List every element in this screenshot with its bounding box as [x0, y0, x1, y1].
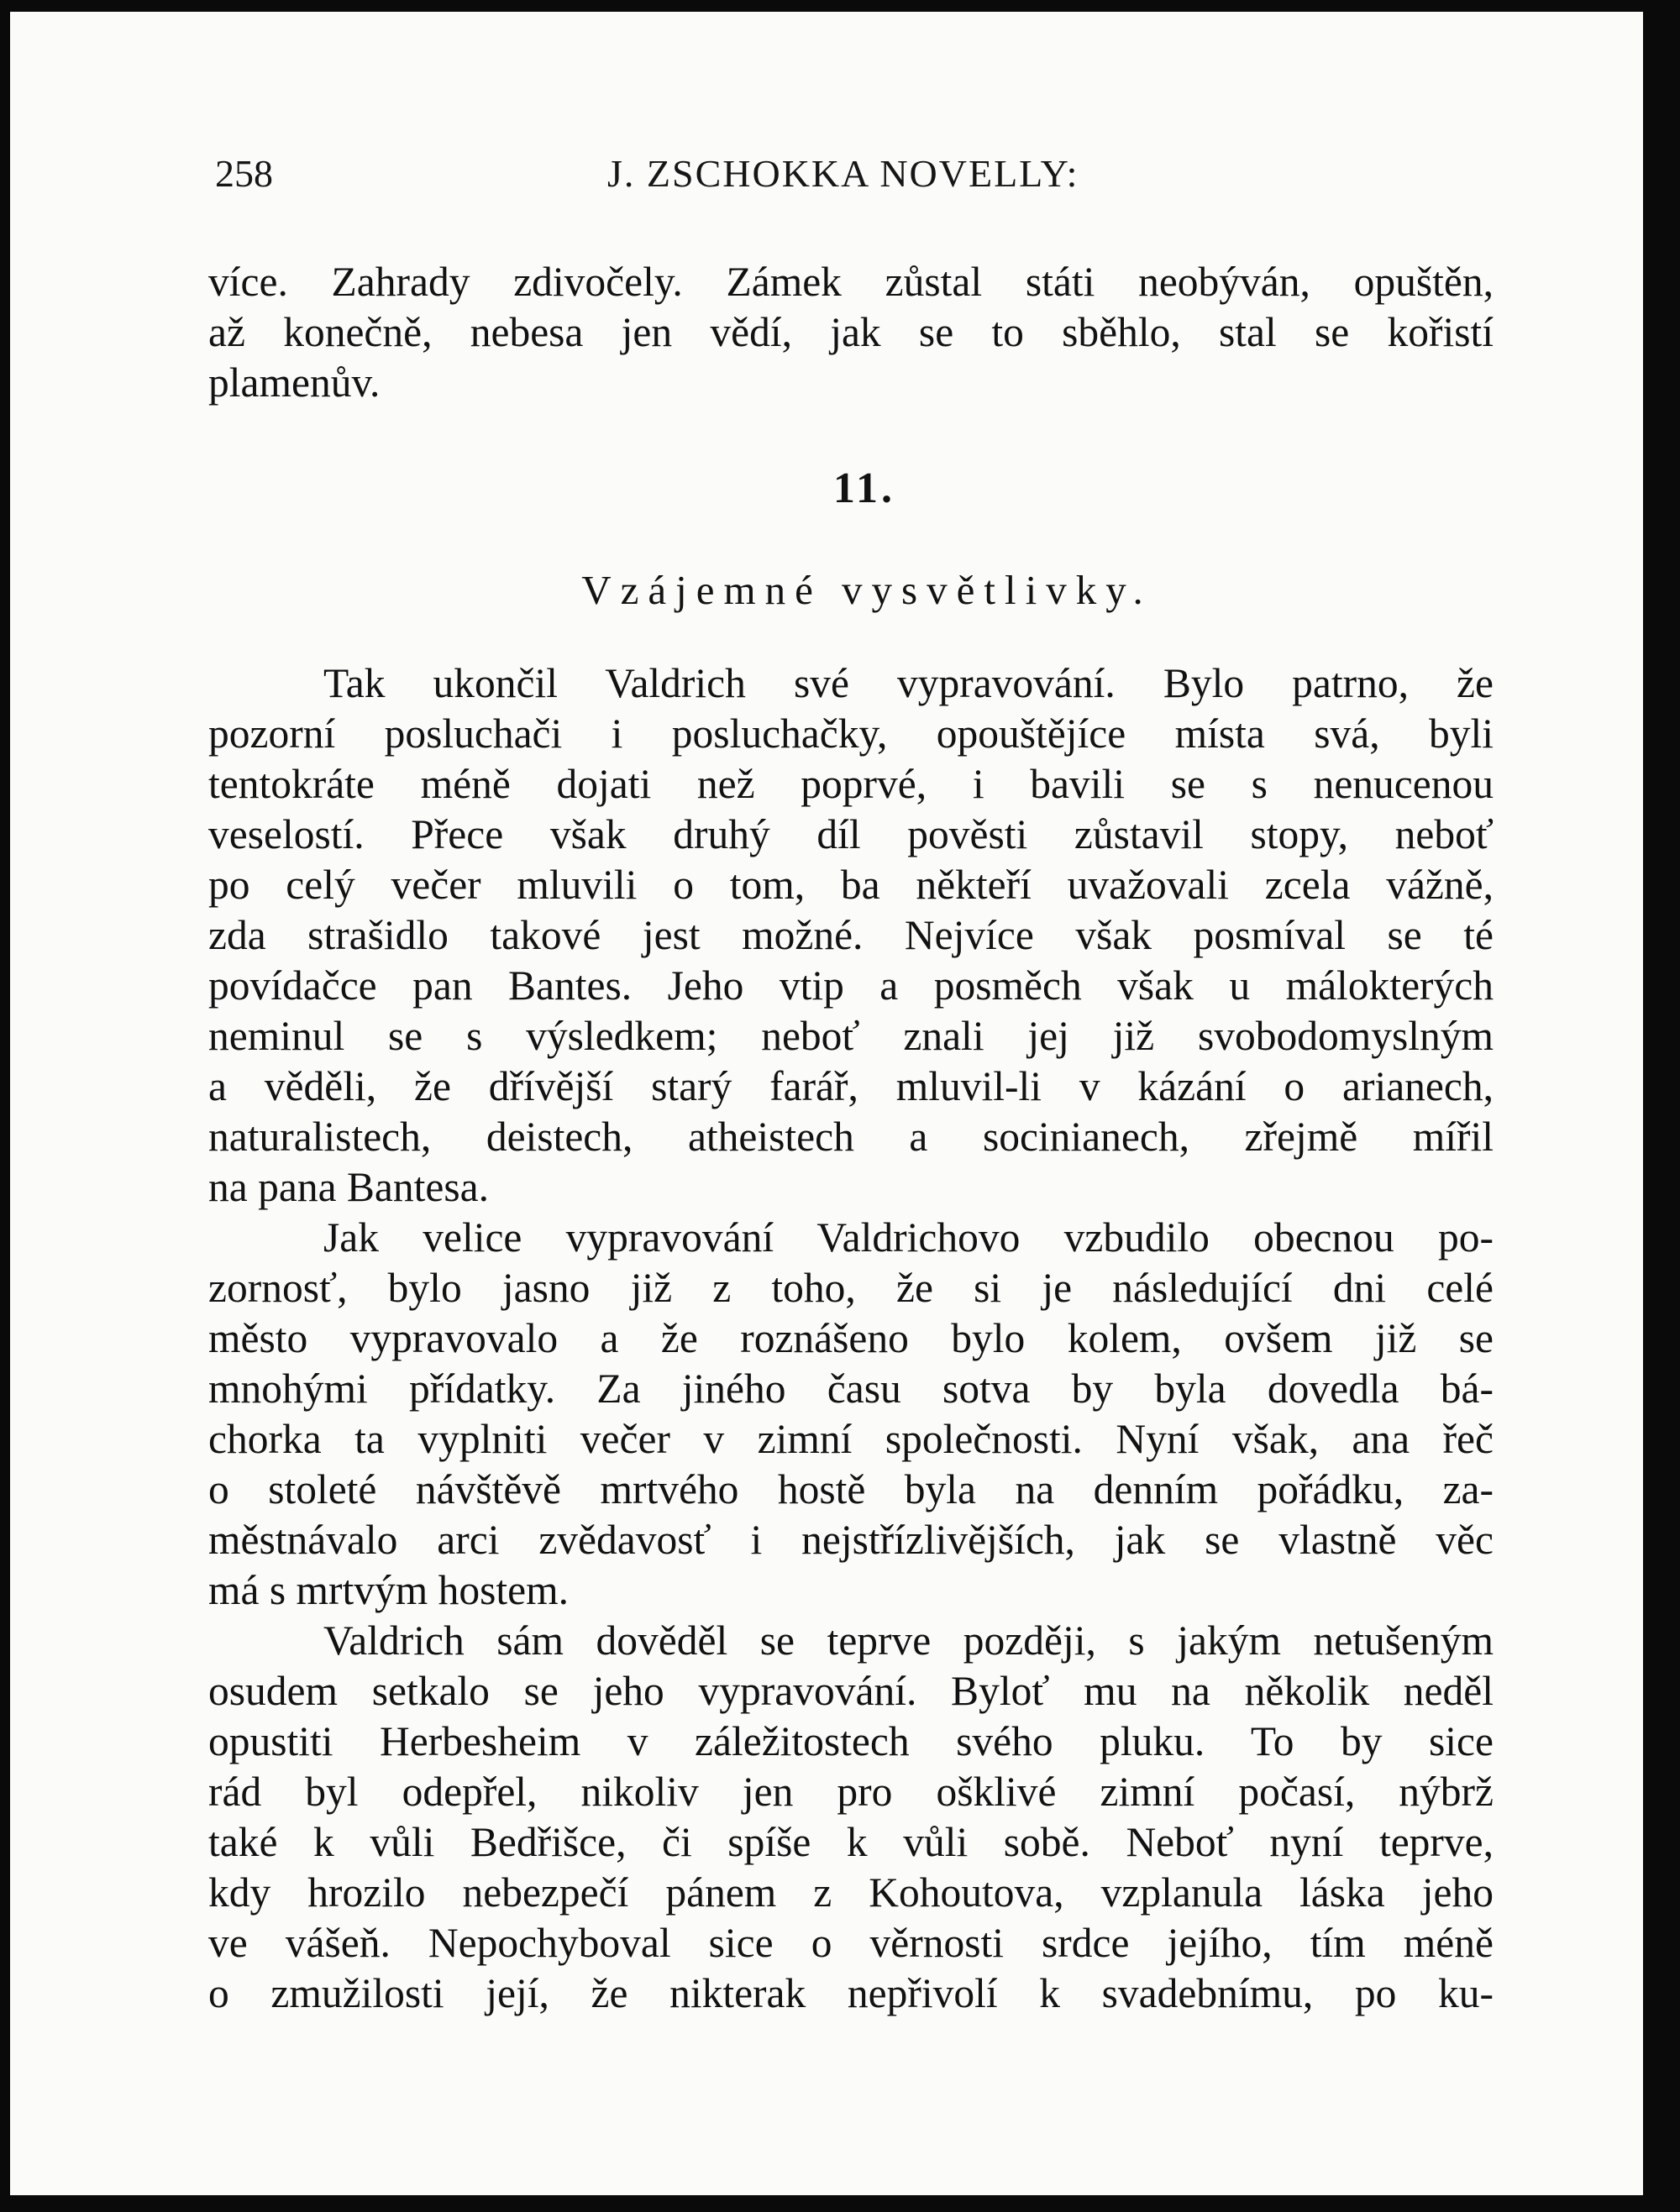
text-line: město vypravovalo a že roznášeno bylo kolem, ovšem již se: [208, 1315, 1494, 1361]
paragraph-2: [208, 1213, 1494, 1616]
text-line: povídačce pan Bantes. Jeho vtip a posměch však u málokterých: [208, 962, 1494, 1009]
paragraph-1: [208, 658, 1494, 1213]
carryover-paragraph: [208, 257, 1494, 408]
text-line: pozorní posluchači i posluchačky, opouštějíce místa svá, byli: [208, 710, 1494, 757]
text-line: o zmužilosti její, že nikterak nepřivolí k svadebnímu, po ku-: [208, 1970, 1494, 2016]
text-line: veselostí. Přece však druhý díl pověsti zůstavil stopy, neboť: [208, 811, 1494, 857]
running-head: J. ZSCHOKKA NOVELLY:: [607, 152, 1079, 195]
chapter-body: [208, 658, 1494, 2019]
page-header: [215, 151, 1139, 202]
text-line: na pana Bantesa.: [208, 1164, 489, 1210]
text-line: plamenův.: [208, 359, 381, 406]
paragraph-3: [208, 1616, 1494, 2019]
text-line: po celý večer mluvili o tom, ba někteří uvažovali zcela vážně,: [208, 862, 1494, 908]
page-number: 258: [215, 152, 273, 195]
text-line: rád byl odepřel, nikoliv jen pro ošklivé zimní počasí, nýbrž: [208, 1769, 1494, 1815]
text-line: kdy hrozilo nebezpečí pánem z Kohoutova, vzplanula láska jeho: [208, 1869, 1494, 1916]
text-line: mnohými přídatky. Za jiného času sotva by byla dovedla bá-: [208, 1365, 1494, 1412]
text-line: má s mrtvým hostem.: [208, 1567, 569, 1613]
text-line: neminul se s výsledkem; neboť znali jej již svobodomyslným: [208, 1013, 1494, 1059]
text-line: a věděli, že dřívější starý farář, mluvil-li v kázání o arianech,: [208, 1063, 1494, 1109]
chapter-title: Vzájemné vysvětlivky.: [581, 567, 1152, 613]
text-line: až konečně, nebesa jen vědí, jak se to sběhlo, stal se kořistí: [208, 309, 1494, 355]
text-line: o stoleté návštěvě mrtvého hostě byla na denním pořádku, za-: [208, 1466, 1494, 1512]
text-line: městnávalo arci zvědavosť i nejstřízlivějších, jak se vlastně věc: [208, 1517, 1494, 1563]
text-line: chorka ta vyplniti večer v zimní společnosti. Nyní však, ana řeč: [208, 1416, 1494, 1462]
text-line: naturalistech, deistech, atheistech a socinianech, zřejmě mířil: [208, 1114, 1494, 1160]
text-line: zda strašidlo takové jest možné. Nejvíce však posmíval se té: [208, 912, 1494, 958]
text-line: tentokráte méně dojati než poprvé, i bavili se s nenucenou: [208, 761, 1494, 807]
chapter-number: 11.: [832, 464, 896, 512]
text-line: opustiti Herbesheim v záležitostech svého pluku. To by sice: [208, 1718, 1494, 1764]
text-line: Valdrich sám dověděl se teprve později, s jakým netušeným: [323, 1617, 1494, 1664]
text-line: ve vášeň. Nepochyboval sice o věrnosti srdce jejího, tím méně: [208, 1920, 1494, 1966]
text-line: osudem setkalo se jeho vypravování. Byloť mu na několik neděl: [208, 1668, 1494, 1714]
text-line: také k vůli Bedřišce, či spíše k vůli sobě. Neboť nyní teprve,: [208, 1819, 1494, 1865]
text-line: Tak ukončil Valdrich své vypravování. Bylo patrno, že: [323, 660, 1494, 706]
book-page: [10, 12, 1643, 2195]
text-line: více. Zahrady zdivočely. Zámek zůstal státi neobýván, opuštěn,: [208, 259, 1494, 305]
text-line: Jak velice vypravování Valdrichovo vzbudilo obecnou po-: [323, 1214, 1494, 1261]
text-line: zornosť, bylo jasno již z toho, že si je následující dni celé: [208, 1265, 1494, 1311]
